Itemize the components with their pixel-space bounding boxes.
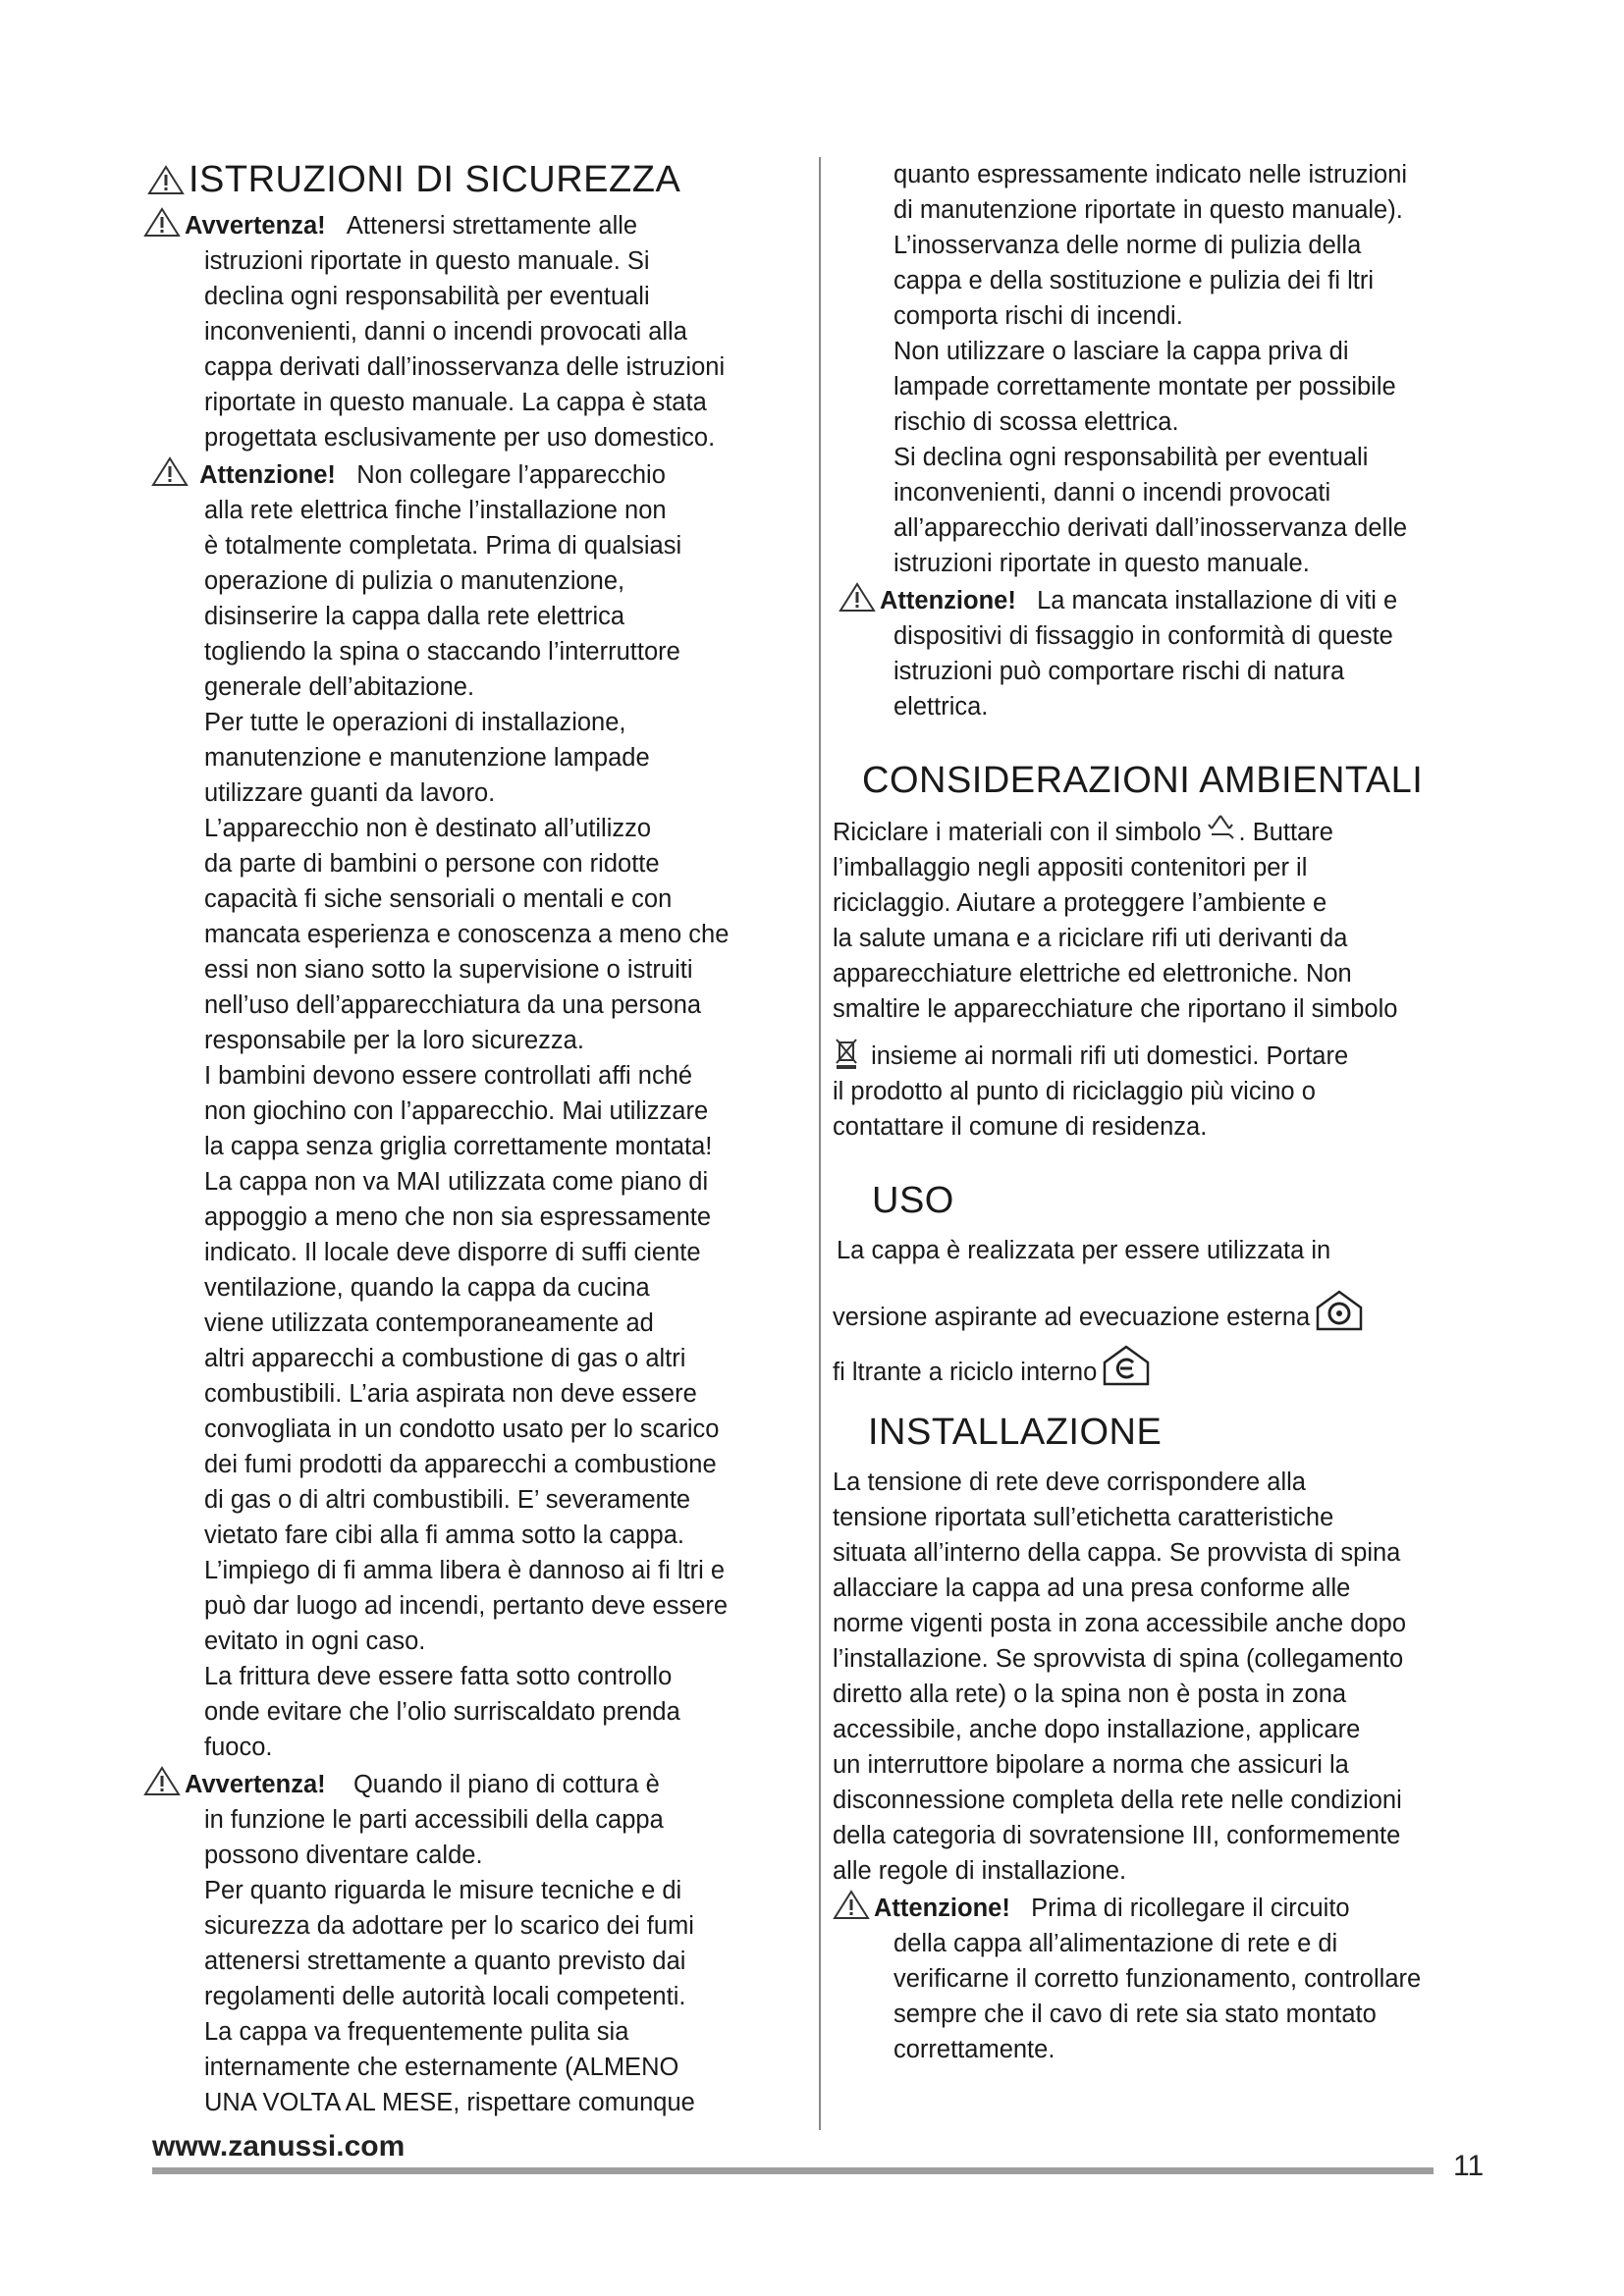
text-line: della categoria di sovratensione III, conformemente	[833, 1822, 1401, 1849]
right-column	[833, 157, 1490, 2067]
text-line: utilizzare guanti da lavoro.	[204, 779, 496, 807]
uso-line-3: fi ltrante a riciclo interno	[833, 1343, 1490, 1390]
extraction-mode-icon	[1314, 1288, 1365, 1331]
column-divider	[819, 157, 821, 2130]
text-line: Si declina ogni responsabilità per eventuali	[893, 444, 1369, 471]
text-line: può dar luogo ad incendi, pertanto deve essere	[204, 1592, 729, 1620]
text-line: disinserire la cappa dalla rete elettrica	[204, 603, 625, 630]
section-title-installation: INSTALLAZIONE	[868, 1412, 1163, 1453]
warning-paragraph-1-body	[147, 243, 795, 455]
env-line-1: Riciclare i materiali con il simbolo . Buttare	[833, 813, 1490, 850]
text-line: l’installazione. Se sprovvista di spina (collegamento	[833, 1645, 1404, 1673]
text-line: quanto espressamente indicato nelle istruzioni	[893, 161, 1408, 188]
text-line: appoggio a meno che non sia espressamente	[204, 1203, 712, 1231]
warning-triangle-icon	[839, 581, 876, 613]
text-line: inconvenienti, danni o incendi provocati	[893, 479, 1331, 507]
recycle-icon	[1206, 813, 1235, 846]
text-line: progettata esclusivamente per uso domestico.	[204, 424, 716, 452]
text-line: rischio di scossa elettrica.	[893, 408, 1179, 436]
text-line: l’imballaggio negli appositi contenitori per il	[833, 854, 1308, 881]
section-title-use: USO	[872, 1180, 954, 1221]
text-line: smaltire le apparecchiature che riportano il simbolo	[833, 995, 1398, 1023]
text-line: indicato. Il locale deve disporre di suffi ciente	[204, 1239, 701, 1266]
text-line: manutenzione e manutenzione lampade	[204, 744, 650, 772]
section-title-environment: CONSIDERAZIONI AMBIENTALI	[862, 760, 1424, 801]
text-line: la salute umana e a riciclare rifi uti derivanti da	[833, 925, 1348, 952]
text-line: cappa derivati dall’inosservanza delle istruzioni	[204, 353, 726, 381]
text-line: attenersi strettamente a quanto previsto dai	[204, 1948, 686, 1975]
text-line: un interruttore bipolare a norma che assicuri la	[833, 1751, 1349, 1779]
uso-line-2: versione aspirante ad evecuazione esterna	[833, 1288, 1490, 1335]
text-line: La tensione di rete deve corrispondere alla	[833, 1468, 1306, 1496]
continued-paragraph	[833, 157, 1490, 581]
text-line: il prodotto al punto di riciclaggio più vicino o	[833, 1078, 1316, 1105]
text-line: accessibile, anche dopo installazione, applicare	[833, 1716, 1361, 1743]
text-line: correttamente.	[893, 2036, 1056, 2063]
text-line: L’inosservanza delle norme di pulizia della	[893, 232, 1362, 259]
recirculation-mode-icon	[1101, 1343, 1152, 1386]
text-line: La cappa è realizzata per essere utilizzata in	[837, 1237, 1331, 1264]
text-line: L’impiego di fi amma libera è dannoso ai fi ltri e	[204, 1557, 726, 1584]
crossed-bin-icon	[833, 1035, 860, 1070]
env-line-7: insieme ai normali rifi uti domestici. Portare	[833, 1035, 1490, 1074]
text-line: contattare il comune di residenza.	[833, 1113, 1208, 1141]
text-line: è totalmente completata. Prima di qualsiasi	[204, 532, 682, 560]
text-line: dispositivi di fissaggio in conformità di queste	[893, 622, 1393, 650]
text-line: disconnessione completa della rete nelle condizioni	[833, 1787, 1402, 1814]
text-line: generale dell’abitazione.	[204, 673, 475, 701]
warning-triangle-icon	[151, 455, 189, 487]
text-line: lampade correttamente montate per possibile	[893, 373, 1396, 400]
attention-paragraph-1-body	[147, 493, 795, 1765]
text-line: non giochino con l’apparecchio. Mai utilizzare	[204, 1097, 709, 1125]
text-line: di gas o di altri combustibili. E’ severamente	[204, 1486, 691, 1514]
text-line: La frittura deve essere fatta sotto controllo	[204, 1663, 673, 1690]
text-line: viene utilizzata contemporaneamente ad	[204, 1309, 654, 1337]
text-line: nell’uso dell’apparecchiatura da una persona	[204, 991, 702, 1019]
text-line: alle regole di installazione.	[833, 1857, 1127, 1885]
text-line: operazione di pulizia o manutenzione,	[204, 567, 625, 595]
text-line: regolamenti delle autorità locali competenti.	[204, 1983, 686, 2010]
text-line: comporta rischi di incendi.	[893, 302, 1183, 330]
warning-triangle-icon	[143, 206, 181, 238]
warning-paragraph-2-body	[147, 1802, 795, 2120]
text-line: cappa e della sostituzione e pulizia dei fi ltri	[893, 267, 1375, 294]
text-line: apparecchiature elettriche ed elettroniche. Non	[833, 960, 1352, 988]
page-number: 11	[1453, 2150, 1485, 2182]
attention-paragraph-3-body	[833, 1926, 1490, 2067]
text-line: verificarne il corretto funzionamento, controllare	[893, 1965, 1422, 1993]
text-line: inconvenienti, danni o incendi provocati alla	[204, 318, 687, 346]
left-column	[147, 157, 795, 2120]
warning-triangle-icon	[833, 1889, 870, 1920]
text-line: mancata esperienza e conoscenza a meno che	[204, 921, 730, 948]
text-line: allacciare la cappa ad una presa conforme alle	[833, 1575, 1351, 1602]
text-line: tensione riportata sull’etichetta caratteristiche	[833, 1504, 1334, 1531]
text-line: L’apparecchio non è destinato all’utilizzo	[204, 815, 652, 842]
text-line: convogliata in un condotto usato per lo scarico	[204, 1415, 720, 1443]
text-line: sempre che il cavo di rete sia stato montato	[893, 2001, 1377, 2028]
text-line: La cappa non va MAI utilizzata come piano di	[204, 1168, 709, 1196]
text-line: fuoco.	[204, 1734, 273, 1761]
text-line: di manutenzione riportate in questo manuale).	[893, 196, 1403, 224]
text-line: Per quanto riguarda le misure tecniche e di	[204, 1877, 682, 1904]
text-line: capacità fi siche sensoriali o mentali e con	[204, 885, 673, 913]
section-title-safety: ISTRUZIONI DI SICUREZZA	[147, 157, 795, 202]
attention-paragraph-1: Attenzione! Non collegare l’apparecchio	[151, 455, 795, 493]
footer-rule	[152, 2167, 1434, 2174]
text-line: sicurezza da adottare per lo scarico dei fumi	[204, 1912, 694, 1940]
text-line: La cappa va frequentemente pulita sia	[204, 2018, 629, 2046]
text-line: essi non siano sotto la supervisione o istruiti	[204, 956, 693, 984]
text-line: responsabile per la loro sicurezza.	[204, 1027, 584, 1054]
warning-triangle-icon	[147, 164, 185, 195]
text-line: da parte di bambini o persone con ridotte	[204, 850, 660, 878]
text-line: Non utilizzare o lasciare la cappa priva di	[893, 338, 1349, 365]
text-line: vietato fare cibi alla fi amma sotto la cappa.	[204, 1522, 684, 1549]
text-line: alla rete elettrica finche l’installazione non	[204, 497, 667, 524]
text-line: istruzioni riportate in questo manuale.	[893, 550, 1310, 577]
attention-paragraph-2-body	[833, 618, 1490, 724]
text-line: elettrica.	[893, 693, 989, 721]
text-line: istruzioni riportate in questo manuale. Si	[204, 247, 650, 275]
text-line: onde evitare che l’olio surriscaldato prenda	[204, 1698, 680, 1726]
text-line: internamente che esternamente (ALMENO	[204, 2054, 679, 2081]
text-line: dei fumi prodotti da apparecchi a combustione	[204, 1451, 717, 1478]
text-line: in funzione le parti accessibili della cappa	[204, 1806, 664, 1834]
warning-paragraph-1: Avvertenza! Attenersi strettamente alle	[143, 206, 795, 243]
attention-paragraph-3: Attenzione! Prima di ricollegare il circuito	[833, 1889, 1490, 1926]
text-line: possono diventare calde.	[204, 1842, 483, 1869]
footer-website-link[interactable]: www.zanussi.com	[152, 2130, 406, 2163]
text-line: riportate in questo manuale. La cappa è stata	[204, 389, 707, 416]
text-line: riciclaggio. Aiutare a proteggere l’ambiente e	[833, 889, 1327, 917]
text-line: la cappa senza griglia correttamente montata!	[204, 1133, 713, 1160]
warning-paragraph-2: Avvertenza! Quando il piano di cottura è	[143, 1765, 795, 1802]
text-line: I bambini devono essere controllati affi nché	[204, 1062, 693, 1090]
text-line: UNA VOLTA AL MESE, rispettare comunque	[204, 2089, 695, 2116]
text-line: situata all’interno della cappa. Se provvista di spina	[833, 1539, 1401, 1567]
text-line: togliendo la spina o staccando l’interruttore	[204, 638, 680, 666]
text-line: diretto alla rete) o la spina non è posta in zona	[833, 1681, 1347, 1708]
text-line: norme vigenti posta in zona accessibile anche dopo	[833, 1610, 1407, 1637]
text-line: combustibili. L’aria aspirata non deve essere	[204, 1380, 697, 1408]
text-line: altri apparecchi a combustione di gas o altri	[204, 1345, 686, 1372]
attention-paragraph-2: Attenzione! La mancata installazione di viti e	[833, 581, 1490, 618]
text-line: ventilazione, quando la cappa da cucina	[204, 1274, 650, 1302]
text-line: evitato in ogni caso.	[204, 1628, 426, 1655]
text-line: all’apparecchio derivati dall’inosservanza delle	[893, 514, 1408, 542]
warning-triangle-icon	[143, 1765, 181, 1796]
text-line: della cappa all’alimentazione di rete e di	[893, 1930, 1338, 1957]
text-line: declina ogni responsabilità per eventuali	[204, 283, 650, 310]
text-line: Per tutte le operazioni di installazione,	[204, 709, 626, 736]
text-line: istruzioni può comportare rischi di natura	[893, 658, 1345, 685]
